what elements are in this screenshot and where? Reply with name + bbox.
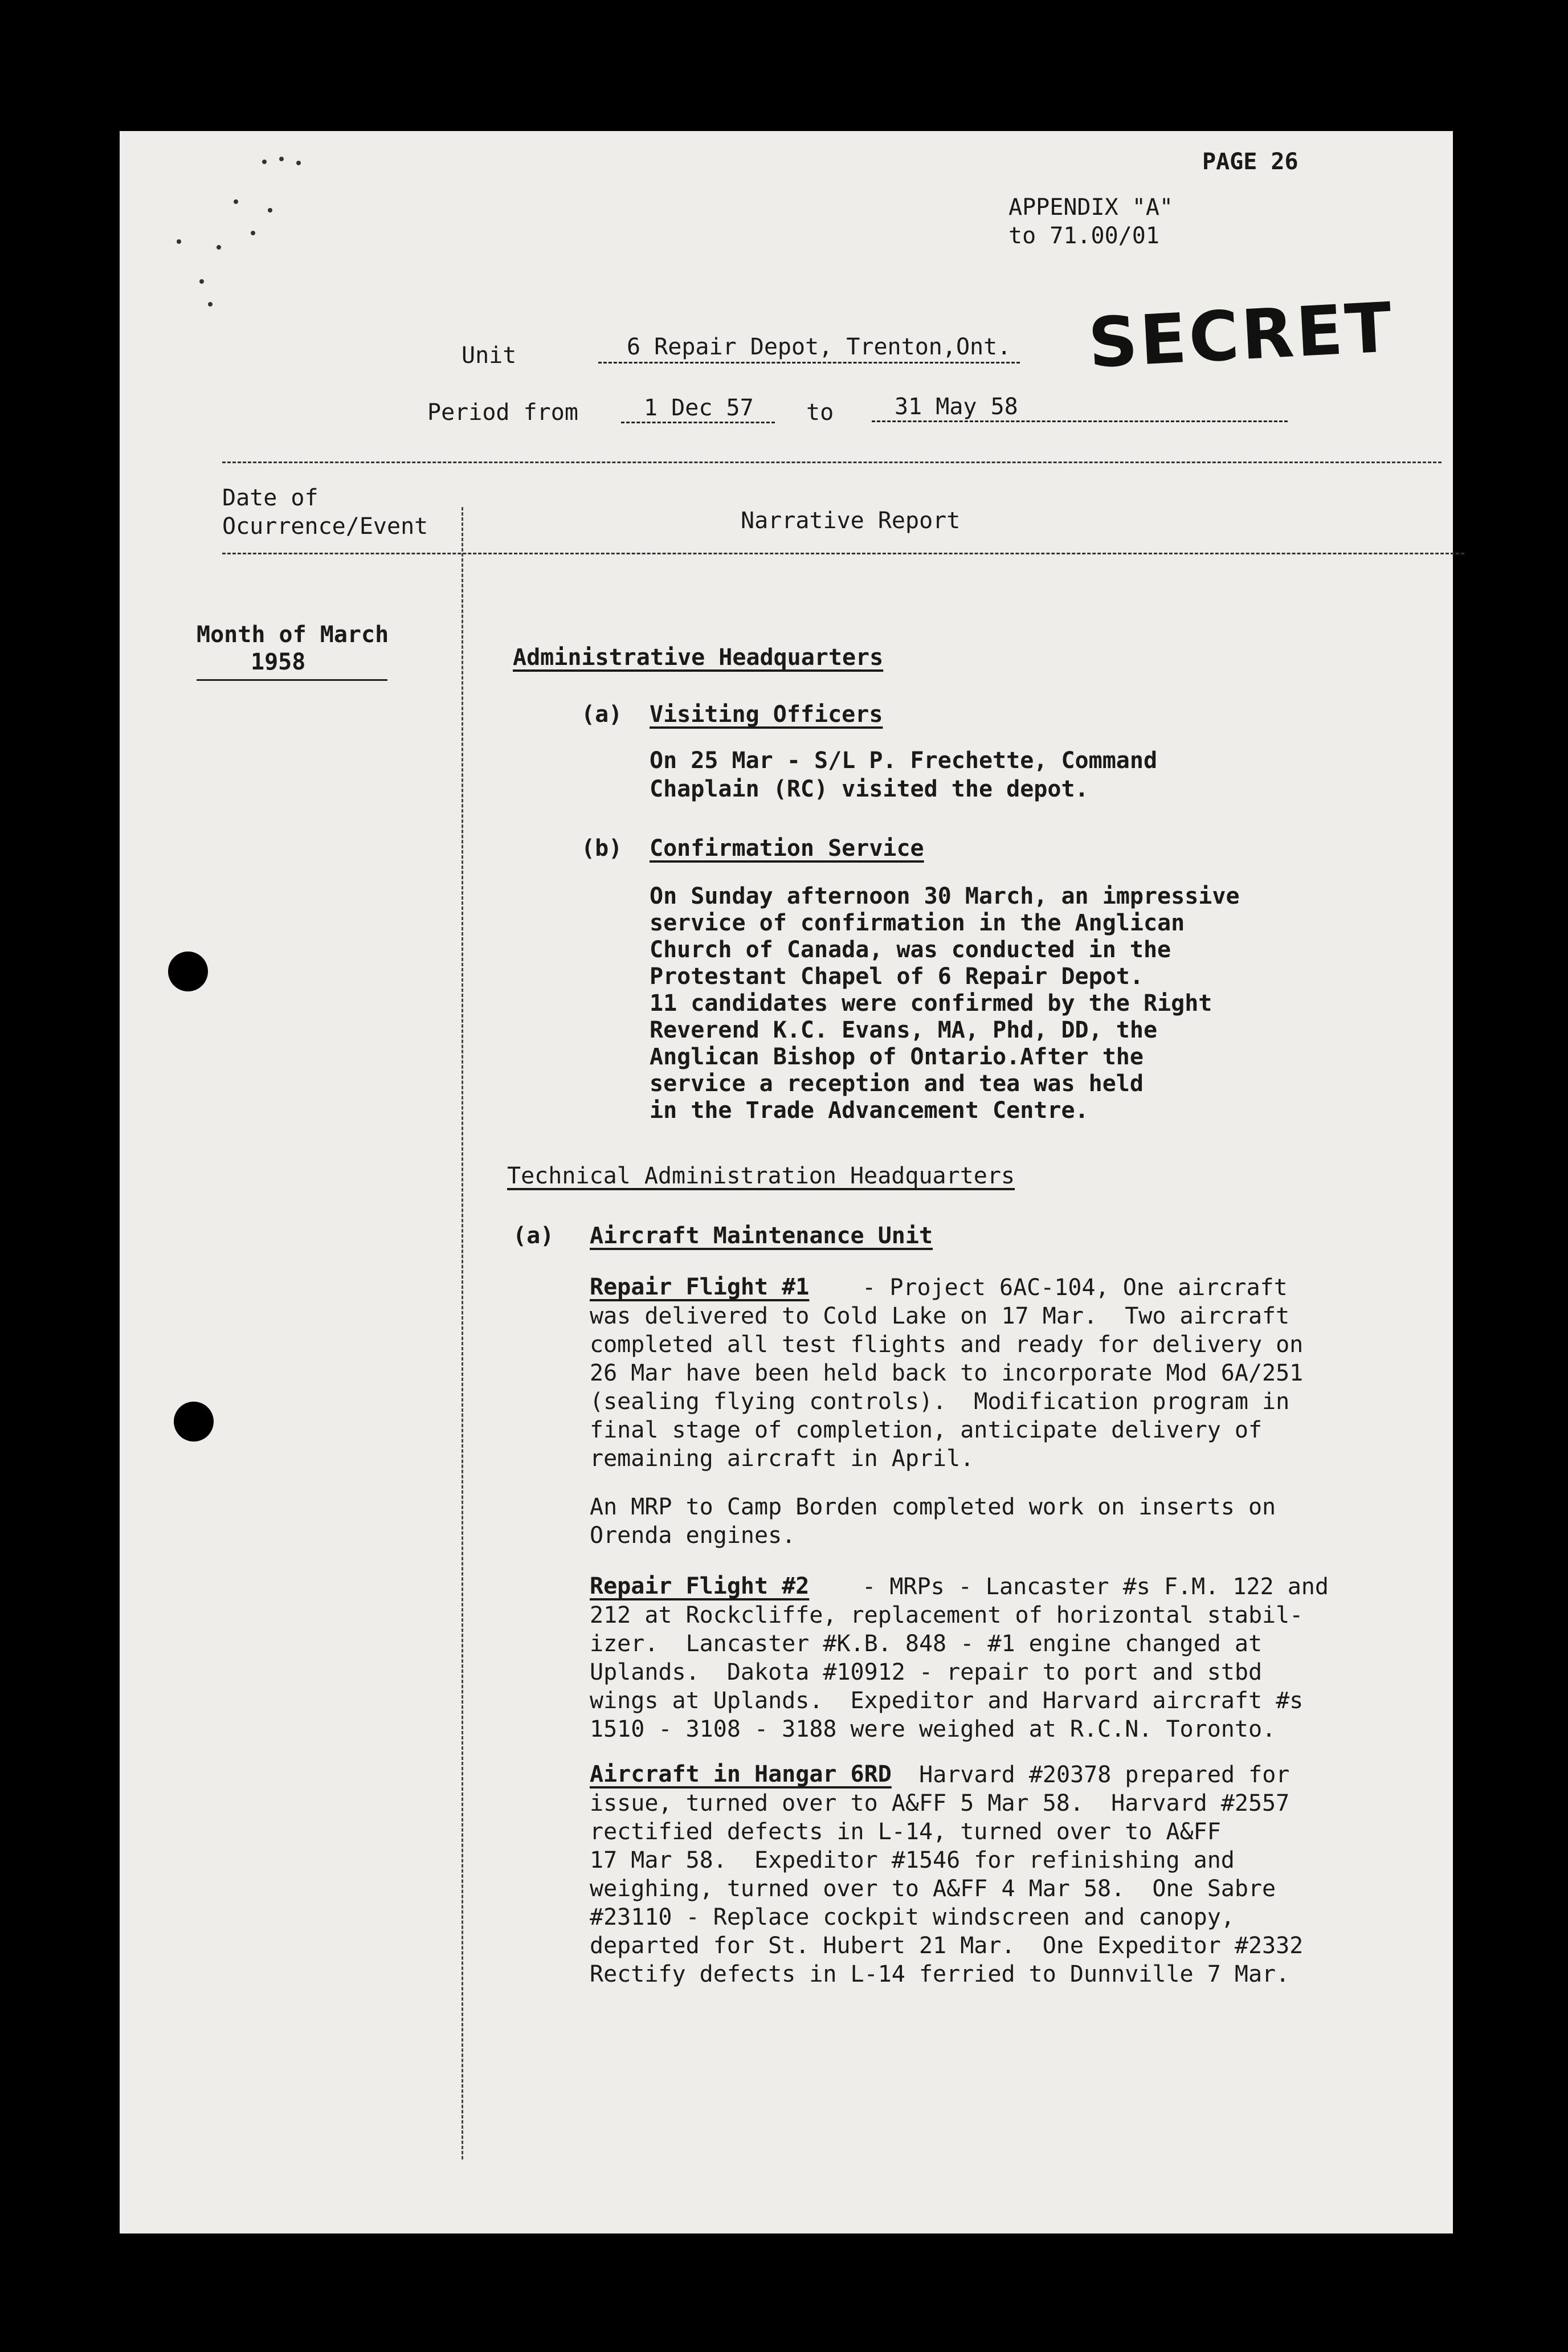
month-underline (197, 679, 387, 681)
secret-stamp: SECRET (1086, 288, 1396, 383)
speck (262, 160, 267, 164)
period-to-underline (872, 420, 1288, 422)
month-label: Month of March (197, 622, 389, 648)
column-header-bottom-rule (222, 553, 1464, 554)
speck (251, 231, 255, 235)
unit-value: 6 Repair Depot, Trenton,Ont. (627, 334, 1011, 360)
visiting-officers-heading: Visiting Officers (650, 701, 883, 728)
narrative-column-label: Narrative Report (741, 508, 961, 534)
period-from-underline (621, 422, 775, 423)
mrp-camp-borden-text: An MRP to Camp Borden completed work on inserts on Orenda engines. (590, 1494, 1276, 1549)
aircraft-in-hangar-heading: Aircraft in Hangar 6RD (590, 1761, 892, 1787)
period-label: Period from (427, 399, 578, 426)
repair-flight-2-heading: Repair Flight #2 (590, 1573, 810, 1599)
appendix-line-2: to 71.00/01 (1008, 223, 1159, 249)
admin-hq-heading: Administrative Headquarters (513, 644, 884, 671)
confirmation-service-text: On Sunday afternoon 30 March, an impressive service of confirmation in the Anglican Church of Canada, was conducted in the Protestant Chapel of 6 Repair Depot. 11 candidates were confirmed by the Right Reverend K.C. Evans, MA, Phd, DD, the Anglican Bishop of Ontario.After the service a reception and tea was held in the Trade Advancement Centre. (650, 883, 1240, 1124)
aircraft-maintenance-unit-heading: Aircraft Maintenance Unit (590, 1223, 933, 1249)
technical-hq-heading: Technical Administration Headquarters (507, 1163, 1015, 1189)
speck (217, 245, 221, 250)
admin-a-marker: (a) (581, 701, 623, 728)
speck (268, 208, 272, 213)
tech-a-marker: (a) (513, 1223, 554, 1249)
speck (177, 239, 181, 244)
repair-flight-2-text: - MRPs - Lancaster #s F.M. 122 and 212 at Rockcliffe, replacement of horizontal stabil- izer. Lancaster #K.B. 848 - #1 engine changed at Uplands. Dakota #10912 - repair to port and stbd wings at Uplands. Expeditor and Harvard aircraft #s 1510 - 3108 - 3188 were weighed at R.C.N. Toronto. (590, 1574, 1329, 1742)
confirmation-service-heading: Confirmation Service (650, 835, 924, 861)
admin-b-marker: (b) (581, 835, 623, 861)
unit-label: Unit (462, 342, 517, 369)
column-header-top-rule (222, 462, 1442, 463)
repair-flight-1-heading: Repair Flight #1 (590, 1274, 810, 1300)
repair-flight-1-text: - Project 6AC-104, One aircraft was delivered to Cold Lake on 17 Mar. Two aircraft completed all test flights and ready for delivery on 26 Mar have been held back to incorporate Mod 6A/251 (sealing flying controls). Modification program in final stage of completion, anticipate delivery of remaining aircraft in April. (590, 1275, 1304, 1472)
date-column-label-1: Date of (222, 485, 318, 511)
document-page (120, 131, 1453, 2233)
speck (208, 302, 213, 307)
punch-hole-bottom (174, 1402, 214, 1442)
period-to-label: to (806, 399, 834, 426)
speck (199, 279, 204, 284)
column-separator (462, 507, 463, 2159)
speck (279, 157, 284, 161)
period-from-value: 1 Dec 57 (644, 395, 754, 421)
appendix-line-1: APPENDIX "A" (1008, 194, 1173, 220)
period-to-value: 31 May 58 (895, 394, 1018, 420)
speck (234, 199, 238, 204)
page-number: PAGE 26 (1202, 149, 1298, 175)
date-column-label-2: Ocurrence/Event (222, 513, 428, 540)
punch-hole-top (168, 952, 208, 991)
month-year: 1958 (251, 649, 306, 675)
aircraft-in-hangar-text: Harvard #20378 prepared for issue, turned over to A&FF 5 Mar 58. Harvard #2557 rectified defects in L-14, turned over to A&FF 17 Mar 58. Expeditor #1546 for refinishing and weighing, turned over to A&FF 4 Mar 58. One Sabre #23110 - Replace cockpit windscreen and canopy, departed for St. Hubert 21 Mar. One Expeditor #2332 Rectify defects in L-14 ferried to Dunnville 7 Mar. (590, 1762, 1304, 1987)
visiting-officers-text: On 25 Mar - S/L P. Frechette, Command Chaplain (RC) visited the depot. (650, 748, 1158, 802)
unit-underline (598, 362, 1020, 364)
speck (296, 161, 301, 165)
